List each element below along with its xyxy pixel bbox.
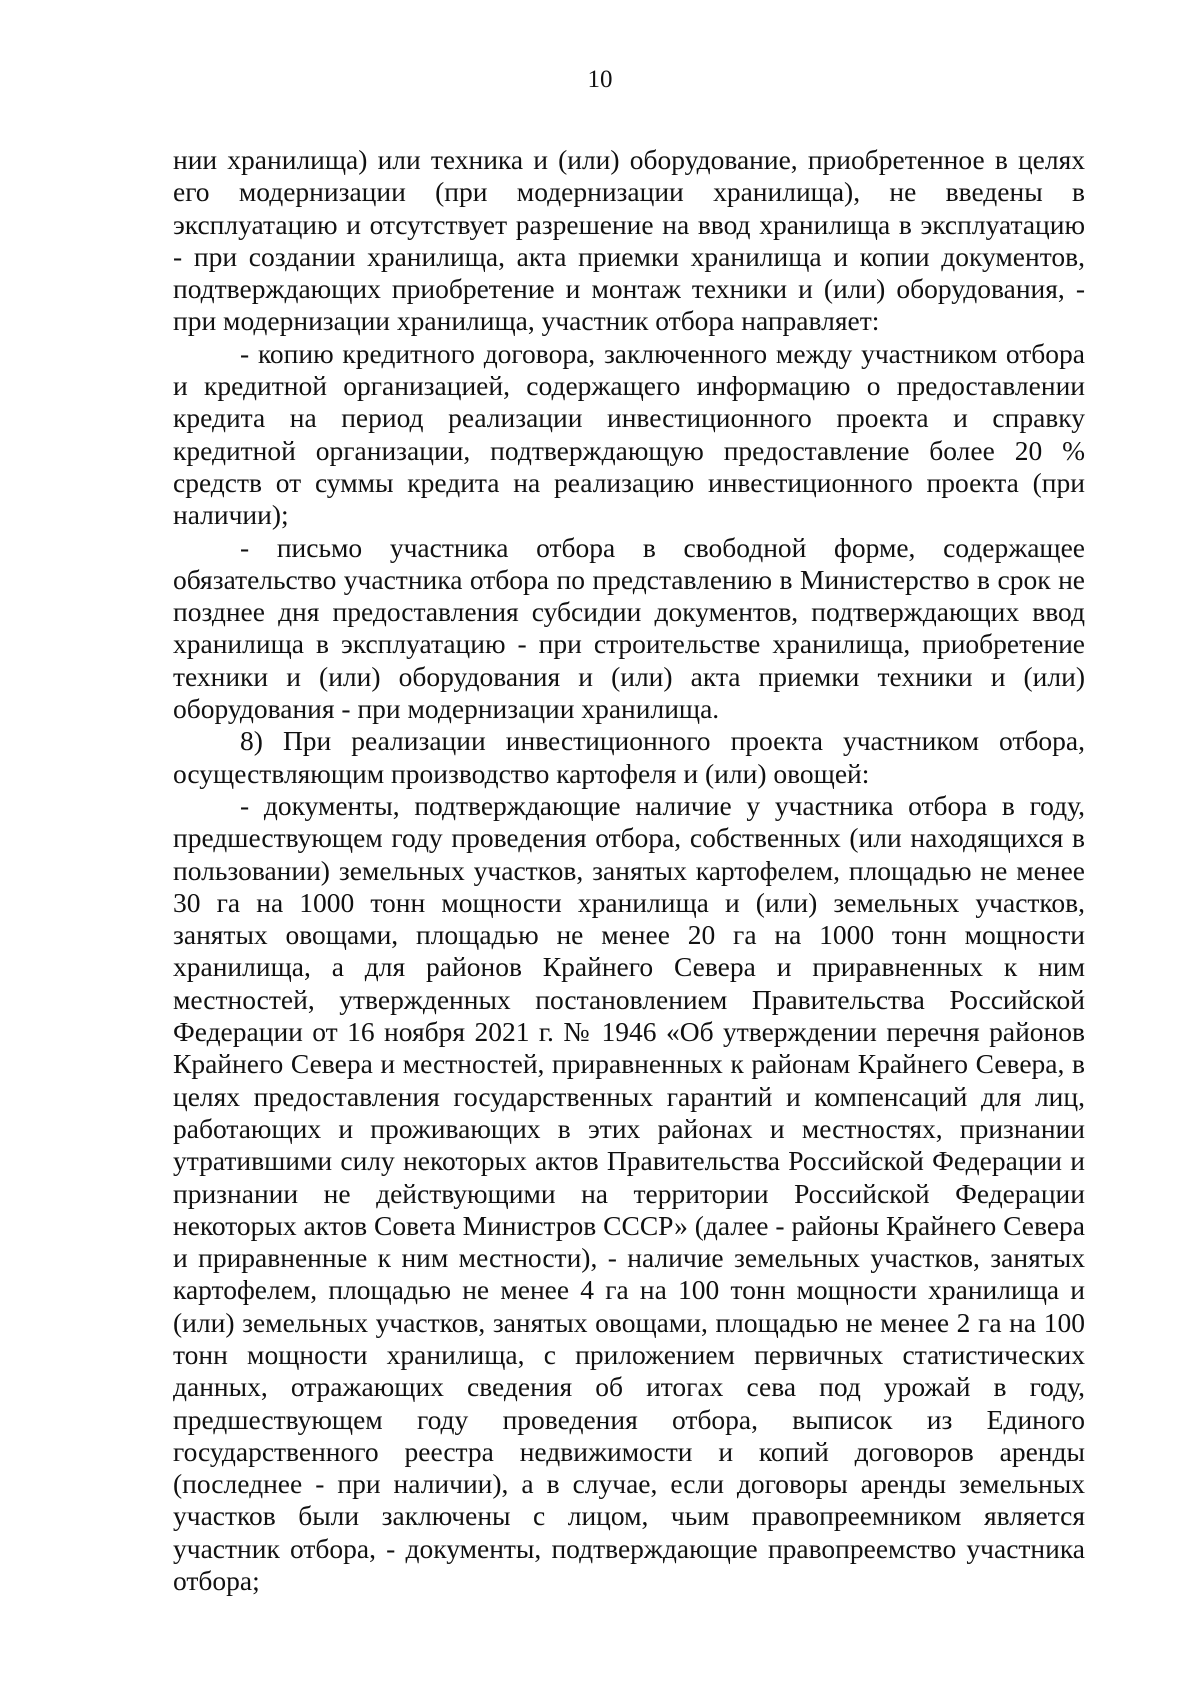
paragraph-continuation: нии хранилища) или техника и (или) оборудование, приобретенное в целях его модернизации (при модернизации хранилища), не введены в эксплуатацию и отсутствует разрешение на ввод хранилища в эксплуатацию - при создании хранилища, акта приемки хранилища и копии документов, подтверждающих приобретение и монтаж техники и (или) оборудования, - при модернизации хранилища, участник отбора направляет:: [173, 144, 1085, 337]
paragraph-credit-agreement: - копию кредитного договора, заключенного между участником отбора и кредитной организацией, содержащего информацию о предоставлении кредита на период реализации инвестиционного проекта и справку кредитной организации, подтверждающую предоставление более 20 % средств от суммы кредита на реализацию инвестиционного проекта (при наличии);: [173, 337, 1085, 531]
page-number: 10: [587, 66, 613, 93]
paragraph-land-documents: - документы, подтверждающие наличие у участника отбора в году, предшествующем году проведения отбора, собственных (или находящихся в пользовании) земельных участков, занятых картофелем, площадью не менее 30 га на 1000 тонн мощности хранилища и (или) земельных участков, занятых овощами, площадью не менее 20 га на 1000 тонн мощности хранилища, а для районов Крайнего Севера и приравненных к ним местностей, утвержденных постановлением Правительства Российской Федерации от 16 ноября 2021 г. № 1946 «Об утверждении перечня районов Крайнего Севера и местностей, приравненных к районам Крайнего Севера, в целях предоставления государственных гарантий и компенсаций для лиц, работающих и проживающих в этих районах и местностях, признании утратившими силу некоторых актов Правительства Российской Федерации и признании не действующими на территории Российской Федерации некоторых актов Совета Министров СССР» (далее - районы Крайнего Севера и приравненные к ним местности), - наличие земельных участков, занятых картофелем, площадью не менее 4 га на 100 тонн мощности хранилища и (или) земельных участков, занятых овощами, площадью не менее 2 га на 100 тонн мощности хранилища, с приложением первичных статистических данных, отражающих сведения об итогах сева под урожай в году, предшествующем году проведения отбора, выписок из Единого государственного реестра недвижимости и копий договоров аренды (последнее - при наличии), а в случае, если договоры аренды земельных участков были заключены с лицом, чьим правопреемником является участник отбора, - документы, подтверждающие правопреемство участника отбора;: [173, 789, 1085, 1597]
document-body: [173, 144, 1085, 1597]
paragraph-item-8: 8) При реализации инвестиционного проекта участником отбора, осуществляющим производство картофеля и (или) овощей:: [173, 725, 1085, 789]
paragraph-obligation-letter: - письмо участника отбора в свободной форме, содержащее обязательство участника отбора по представлению в Министерство в срок не позднее дня предоставления субсидии документов, подтверждающих ввод хранилища в эксплуатацию - при строительстве хранилища, приобретение техники и (или) оборудования и (или) акта приемки техники и (или) оборудования - при модернизации хранилища.: [173, 531, 1085, 725]
